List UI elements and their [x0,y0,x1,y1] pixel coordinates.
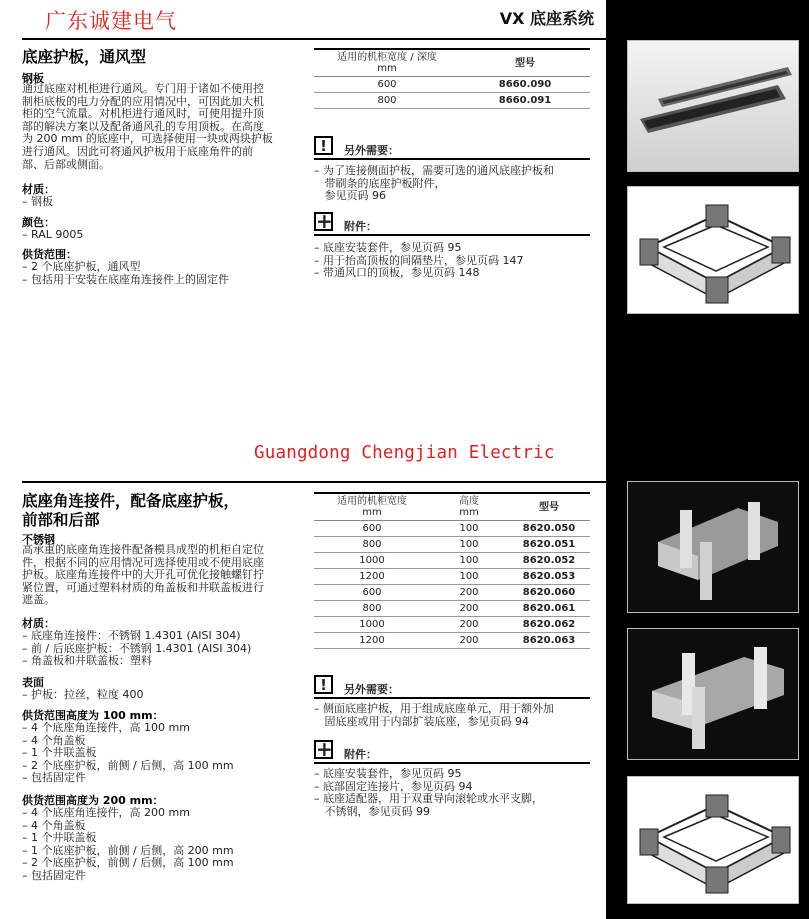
desc-line: 紧位置，可通过塑料材质的角盖板和井联盖板进行 [22,580,264,594]
section1-need-header [314,136,590,160]
need-item: 固底座或用于内部扩装底座，参见页码 94 [314,714,529,728]
cell: 600 [314,77,460,93]
section2-spec-table [314,492,590,649]
acc-item: – 底部固定连接片，参见页码 94 [314,779,473,793]
header-text: 型号 [515,57,535,69]
section2-material-sub: 不锈钢 [22,533,55,546]
table-row [314,521,590,537]
desc-line: 护板。底座角连接件中的大开孔可优化接触螺钉拧 [22,568,264,582]
material-label: 材质： [22,617,55,630]
desc-line: 件，根据不同的应用情况可选择使用或不使用底座 [22,555,264,569]
acc-item: – 底座安装套件，参见页码 95 [314,767,462,780]
cell: 8620.051 [508,537,590,553]
acc-label: 附件： [344,748,377,761]
cell: 8620.053 [508,569,590,585]
desc-line: 遮盖。 [22,593,55,607]
header-text: 型号 [539,501,559,513]
need-item: 带刷条的底座护板附件， [314,176,446,190]
section1-acc-header [314,209,590,236]
color-item: – RAL 9005 [22,228,84,241]
scope200-item: – 1 个底座护板，前侧 / 后侧，高 200 mm [22,843,234,857]
scope200-label: 供货范围高度为 200 mm： [22,794,164,807]
top-rule [22,38,606,40]
cell: 8620.050 [508,521,590,537]
scope100-item: – 包括固定件 [22,771,86,785]
section2-description [22,544,302,607]
acc-item: – 带通风口的顶板，参见页码 148 [314,266,480,280]
header-text: 适用的机柜宽度 mm [337,496,407,518]
table-row [314,633,590,649]
desc-line: 柜的空气流量。对机柜进行通风时，可使用提升顶 [22,107,264,121]
mid-rule [22,481,606,483]
scope200-item: – 1 个井联盖板 [22,831,97,845]
section2-acc-header [314,737,590,764]
material-item: – 前 / 后底座护板：不锈钢 1.4301 (AISI 304) [22,641,252,655]
scope-item: – 2 个底座护板，通风型 [22,260,141,273]
scope100-item: – 1 个井联盖板 [22,746,97,760]
table-row [314,537,590,553]
cell: 1200 [314,569,430,585]
cell: 600 [314,585,430,601]
scope200-item: – 包括固定件 [22,868,86,882]
table-header [430,493,508,521]
cell: 200 [430,601,508,617]
table-row [314,93,590,109]
desc-line: 部、后部或侧面。 [22,157,110,171]
surface-item: – 护板：拉丝，粒度 400 [22,688,144,701]
section1-acc-list [314,242,594,280]
series-title: VX 底座系统 [499,9,594,28]
cell: 200 [430,585,508,601]
acc-label: 附件： [344,220,377,233]
need-label: 另外需要： [344,683,399,696]
cell: 800 [314,93,460,109]
desc-line: 通过底座对机柜进行通风。专门用于诸如不使用控 [22,82,264,95]
plinth-frame-drawing-1 [627,186,799,314]
scope100-item: – 4 个角盖板 [22,733,86,747]
desc-line: 高承重的底座角连接件配备模具成型的机柜自定位 [22,543,264,556]
table-row [314,585,590,601]
cell: 8620.062 [508,617,590,633]
table-header [460,49,590,77]
section1-title: 底座护板，通风型 [22,48,147,66]
cell: 8660.090 [460,77,590,93]
section2-material [22,617,251,668]
section2-need-list [314,703,594,728]
brand-name: 广东诚建电气 [45,9,177,33]
desc-line: 为 200 mm 的底座中，可选择使用一块或两块护板 [22,132,273,146]
scope-item: – 包括用于安装在底座角连接件上的固定件 [22,272,229,286]
cell: 100 [430,569,508,585]
cell: 200 [430,617,508,633]
acc-item: 不锈钢，参见页码 99 [314,804,430,818]
need-item: – 侧面底座护板，用于组成底座单元，用于额外加 [314,702,554,715]
need-label: 另外需要： [344,144,399,157]
section1-spec-table [314,48,590,109]
cell: 8660.091 [460,93,590,109]
cell: 100 [430,553,508,569]
section2-need-header [314,675,590,699]
acc-item: – 用于抬高顶板的间隔垫片，参见页码 147 [314,253,524,267]
section2-title-line1: 底座角连接件，配备底座护板， [22,492,240,510]
cell: 8620.061 [508,601,590,617]
plus-icon: + [316,737,333,761]
vented-plinth-panel-photo [627,40,799,172]
table-row [314,617,590,633]
section2-title-line2: 前部和后部 [22,511,100,529]
plinth-corner-photo-1 [627,481,799,613]
table-row [314,601,590,617]
header-text: 适用的机柜宽度 / 深度 mm [337,52,437,74]
material-item: – 角盖板和井联盖板：塑料 [22,654,152,668]
section2-scope-100 [22,709,234,785]
desc-line: 制柜底板的电力分配的应用情况中，可因此加大机 [22,94,264,108]
desc-line: 部的解决方案以及配备通风孔的专用顶板。在高度 [22,119,264,133]
scope200-item: – 4 个底座角连接件，高 200 mm [22,806,190,819]
cell: 600 [314,521,430,537]
scope100-item: – 4 个底座角连接件，高 100 mm [22,721,190,734]
cell: 8620.060 [508,585,590,601]
plus-icon: + [316,209,333,233]
table-header [314,493,430,521]
cell: 100 [430,537,508,553]
cell: 1200 [314,633,430,649]
watermark-text: Guangdong Chengjian Electric [254,443,555,463]
need-item: – 为了连接侧面护板，需要可选的通风底座护板和 [314,164,554,177]
section2-scope-200 [22,794,234,883]
need-item: 参见页码 96 [314,189,386,203]
exclamation-icon: ! [314,675,333,694]
cell: 1000 [314,553,430,569]
scope200-item: – 4 个角盖板 [22,818,86,832]
plinth-frame-drawing-2 [627,776,799,904]
section1-color [22,216,83,242]
section2-surface [22,676,144,702]
section2-acc-list [314,768,594,818]
cell: 800 [314,601,430,617]
material-item: – 钢板 [22,195,53,208]
scope-label: 供货范围： [22,248,77,261]
acc-item: – 底座适配器，用于双重导向滚轮或水平支脚， [314,792,543,806]
desc-line: 进行通风。因此可将通风护板用于底座角件的前 [22,144,253,158]
table-row [314,569,590,585]
scope100-item: – 2 个底座护板，前侧 / 后侧，高 100 mm [22,758,234,772]
section1-material-sub: 钢板 [22,72,44,85]
cell: 800 [314,537,430,553]
cell: 8620.052 [508,553,590,569]
scope100-label: 供货范围高度为 100 mm： [22,709,164,722]
cell: 8620.063 [508,633,590,649]
plinth-corner-photo-2 [627,628,799,760]
section1-need-list [314,165,594,203]
table-row [314,553,590,569]
header-text: 高度 mm [459,496,479,518]
table-row [314,77,590,93]
cell: 200 [430,633,508,649]
cell: 100 [430,521,508,537]
section1-scope [22,248,229,286]
acc-item: – 底座安装套件，参见页码 95 [314,241,462,254]
material-label: 材质： [22,183,55,196]
scope200-item: – 2 个底座护板，前侧 / 后侧，高 100 mm [22,856,234,870]
surface-label: 表面 [22,676,44,689]
cell: 1000 [314,617,430,633]
table-header [508,493,590,521]
exclamation-icon: ! [314,136,333,155]
table-header [314,49,460,77]
color-label: 颜色： [22,216,55,229]
material-item: – 底座角连接件：不锈钢 1.4301 (AISI 304) [22,629,241,642]
section1-description [22,83,302,171]
section1-material [22,183,55,209]
